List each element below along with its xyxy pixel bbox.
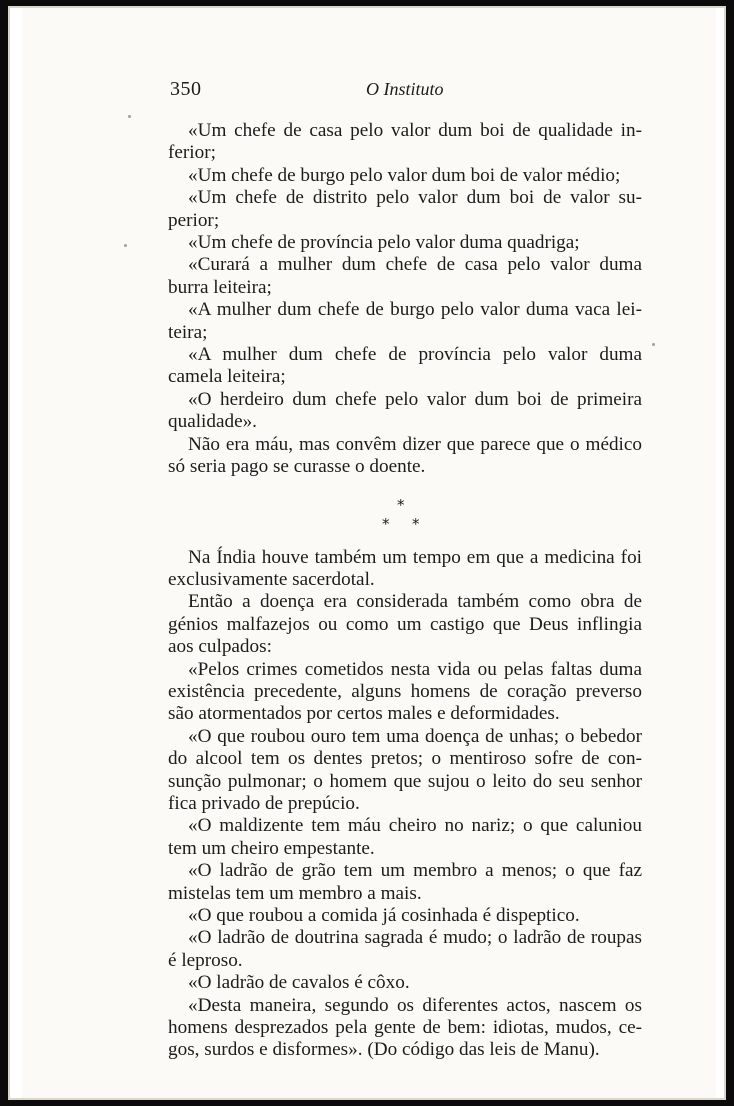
paragraph: «O que roubou ouro tem uma doença de unhas; o bebedor do alcool tem os dentes pretos; o mentiroso sofre de consunção pulmonar; o homem que sujou o leito do seu senhor fica privado de prepúcio.	[168, 725, 642, 814]
paragraph: «O herdeiro dum chefe pelo valor dum boi de primeira qualidade».	[168, 388, 642, 433]
paragraph: «O ladrão de doutrina sagrada é mudo; o ladrão de roupas é leproso.	[168, 927, 642, 971]
paragraph: Não era máu, mas convêm dizer que parece que o médico só seria pago se curasse o doente.	[168, 433, 642, 478]
paragraph: «O que roubou a comida já cosinhada é dispeptico.	[188, 905, 580, 926]
asterisk: *	[382, 514, 390, 533]
paragraph: «Um chefe de casa pelo valor dum boi de qualidade inferior;	[168, 120, 642, 164]
paper-speck	[124, 244, 127, 247]
running-title: O Instituto	[366, 79, 444, 99]
paper-speck	[128, 115, 131, 118]
paragraph: «Pelos crimes cometidos nesta vida ou pelas faltas duma existência precedente, alguns homens de coração preverso são atormentados por certos males e deformidades.	[168, 658, 642, 725]
paragraph: «Um chefe de distrito pelo valor dum boi de valor superior;	[168, 187, 642, 231]
paragraph: «O ladrão de cavalos é côxo.	[188, 972, 410, 994]
paragraph: «Desta maneira, segundo os diferentes actos, nascem os homens desprezados pela gente de bem: idiotas, mudos, cegos, surdos e disformes». (Do código das leis de Manu).	[168, 994, 642, 1061]
paragraph: «Um chefe de província pelo valor duma quadriga;	[188, 232, 580, 254]
paragraph: «O ladrão de grão tem um membro a menos; o que faz mistelas tem um membro a mais.	[168, 860, 642, 904]
paragraph: «O maldizente tem máu cheiro no nariz; o que caluniou tem um cheiro empestante.	[168, 815, 642, 859]
page-number: 350	[170, 78, 202, 100]
page-header	[170, 78, 500, 104]
paragraph: Na Índia houve também um tempo em que a medicina foi exclusivamente sacerdotal.	[168, 546, 642, 590]
paragraph: Então a doença era considerada também como obra de génios malfazejos ou como um castigo que Deus inflingia aos culpados:	[168, 591, 642, 658]
paragraph: «A mulher dum chefe de burgo pelo valor duma vaca leiteira;	[168, 299, 642, 343]
asterisk: *	[397, 495, 405, 514]
paragraph: «Um chefe de burgo pelo valor dum boi de valor médio;	[188, 164, 621, 186]
asterisk: *	[412, 514, 420, 533]
body-text	[168, 120, 642, 1062]
section-separator-asterism	[168, 479, 642, 547]
paragraph: «Curará a mulher dum chefe de casa pelo valor duma burra leiteira;	[168, 254, 642, 298]
paper-speck	[652, 343, 655, 346]
paragraph: «A mulher dum chefe de província pelo valor duma camela leiteira;	[168, 344, 642, 388]
